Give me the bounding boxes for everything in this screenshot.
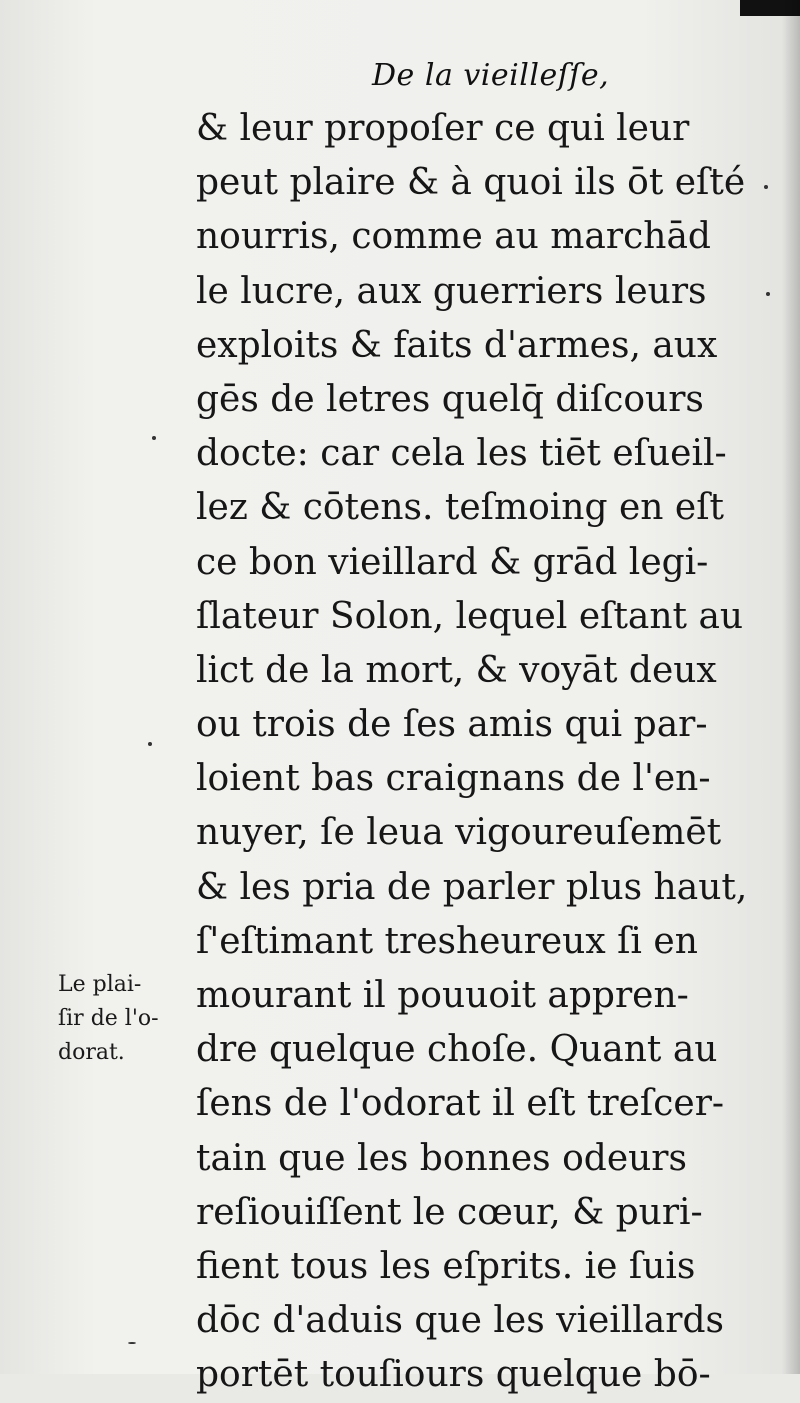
ink-speck [128, 1342, 136, 1344]
text-line: nuyer, ſe leua vigoureuſemēt [196, 812, 722, 854]
text-line: nourris, comme au marchād [196, 216, 711, 258]
text-line: ſ'eſtimant tresheureux ſi en [196, 920, 698, 962]
text-line: & les pria de parler plus haut, [196, 866, 748, 908]
ink-speck [152, 436, 156, 440]
text-line: ou trois de ſes amis qui par- [196, 704, 708, 746]
margin-note-line: Le plai- [58, 972, 142, 997]
text-line: & leur propoſer ce qui leur [196, 108, 690, 149]
margin-note-line: ſir de l'o- [58, 1006, 159, 1031]
text-line: tain que les bonnes odeurs [196, 1137, 687, 1179]
page-gutter-shadow [782, 0, 800, 1374]
main-text-block [196, 102, 756, 1403]
ink-speck [766, 292, 770, 296]
text-line: fient tous les eſprits. ie ſuis [196, 1245, 696, 1287]
text-line: portēt touſiours quelque bō- [196, 1354, 711, 1396]
text-line: mourant il pouuoit appren- [196, 975, 689, 1016]
text-line: exploits & faits d'armes, aux [196, 324, 718, 366]
text-line: docte: car cela les tiēt eſueil- [196, 433, 727, 475]
text-line: peut plaire & à quoi ils ōt eſté [196, 162, 746, 204]
text-line: loient bas craignans de l'en- [196, 758, 711, 800]
text-line: dōc d'aduis que les vieillards [196, 1300, 724, 1342]
text-line: ſlateur Solon, lequel eſtant au [196, 595, 744, 637]
text-line: ſens de l'odorat il eſt treſcer- [196, 1083, 725, 1125]
margin-note [58, 968, 188, 1070]
margin-note-line: dorat. [58, 1040, 125, 1065]
ink-speck [764, 185, 768, 189]
text-line: lict de la mort, & voyāt deux [196, 649, 717, 691]
text-line: gēs de letres quelq̄ diſcours [196, 378, 704, 420]
text-line: dre quelque choſe. Quant au [196, 1029, 718, 1071]
running-head: De la vieilleſſe, [372, 58, 610, 93]
ink-speck [148, 742, 152, 746]
text-line: ce bon vieillard & grād legi- [196, 541, 709, 583]
text-line: le lucre, aux guerriers leurs [196, 270, 707, 312]
text-line: lez & cōtens. teſmoing en eſt [196, 487, 724, 529]
text-line: reſiouiſſent le cœur, & puri- [196, 1191, 703, 1233]
